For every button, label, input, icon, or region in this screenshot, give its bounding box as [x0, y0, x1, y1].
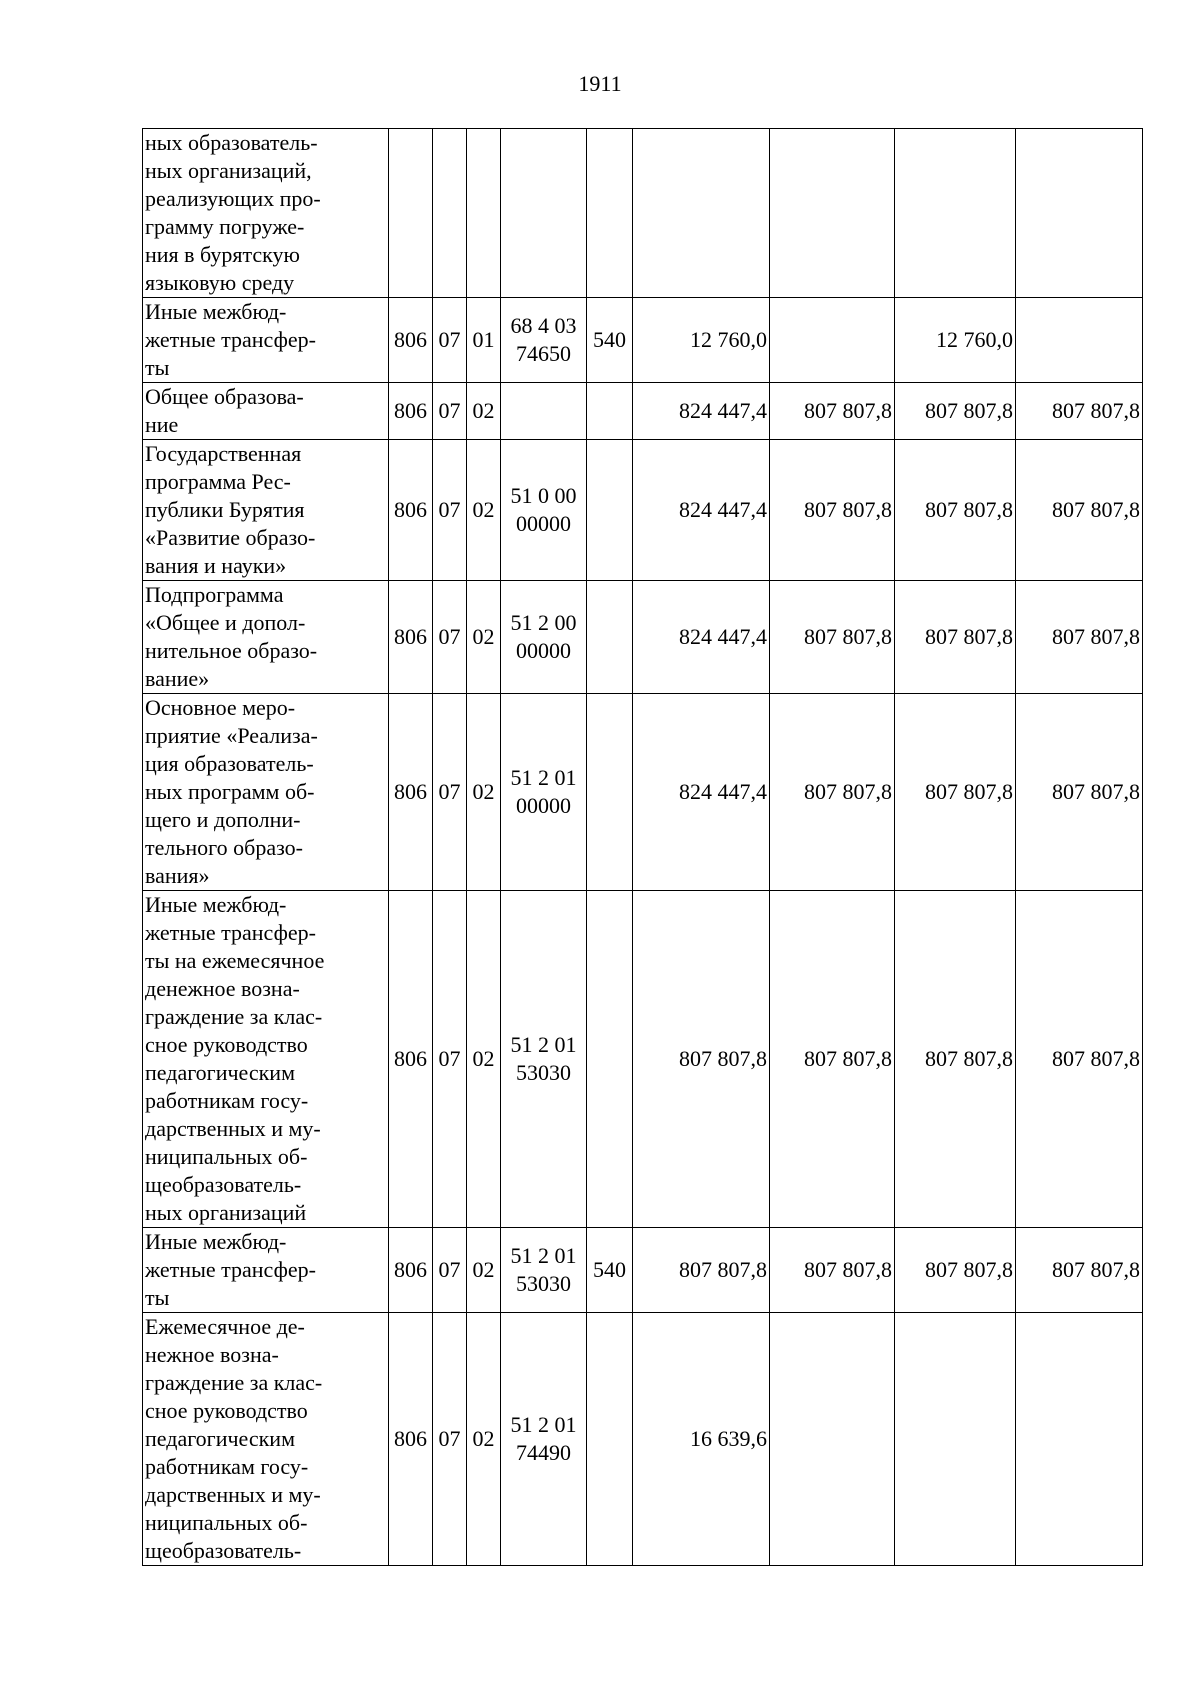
row-name-line: вание» — [145, 666, 210, 691]
subsection-code-cell — [467, 129, 501, 298]
row-name-line: Иные межбюд- — [145, 892, 287, 917]
section-code-cell: 07 — [433, 1313, 467, 1566]
target-article-cell — [501, 298, 587, 383]
target-article-line: 51 2 01 — [510, 1243, 577, 1268]
row-name-cell — [143, 129, 389, 298]
table-row — [143, 440, 1143, 581]
expense-type-cell — [587, 581, 633, 694]
amount-3-cell: 807 807,8 — [895, 440, 1016, 581]
row-name-line: реализующих про- — [145, 186, 321, 211]
amount-4-cell — [1016, 129, 1143, 298]
table-row — [143, 891, 1143, 1228]
target-article-cell — [501, 440, 587, 581]
amount-1-cell: 807 807,8 — [633, 1228, 770, 1313]
table-row — [143, 694, 1143, 891]
target-article-line: 68 4 03 — [510, 313, 577, 338]
row-name-line: Ежемесячное де- — [145, 1314, 305, 1339]
target-article-line: 51 2 01 — [510, 765, 577, 790]
row-name-line: дарственных и му- — [145, 1482, 321, 1507]
row-name-line: ниципальных об- — [145, 1510, 308, 1535]
expense-type-cell — [587, 1313, 633, 1566]
amount-3-cell: 807 807,8 — [895, 1228, 1016, 1313]
row-name-line: дарственных и му- — [145, 1116, 321, 1141]
ministry-code-cell: 806 — [389, 298, 433, 383]
subsection-code-cell: 02 — [467, 891, 501, 1228]
section-code-cell: 07 — [433, 891, 467, 1228]
section-code-cell: 07 — [433, 440, 467, 581]
row-name-line: ных организаций — [145, 1200, 307, 1225]
target-article-line: 00000 — [516, 511, 571, 536]
row-name-cell — [143, 891, 389, 1228]
row-name-line: тельного образо- — [145, 835, 303, 860]
amount-2-cell: 807 807,8 — [770, 383, 895, 440]
amount-2-cell: 807 807,8 — [770, 581, 895, 694]
amount-2-cell — [770, 129, 895, 298]
amount-2-cell: 807 807,8 — [770, 1228, 895, 1313]
row-name-line: ние — [145, 412, 179, 437]
row-name-line: вания» — [145, 863, 210, 888]
row-name-line: ты — [145, 1285, 170, 1310]
amount-3-cell: 807 807,8 — [895, 694, 1016, 891]
row-name-line: ных организаций, — [145, 158, 312, 183]
row-name-line: ных образователь- — [145, 130, 318, 155]
amount-4-cell — [1016, 298, 1143, 383]
table-row — [143, 298, 1143, 383]
row-name-cell — [143, 298, 389, 383]
amount-1-cell: 12 760,0 — [633, 298, 770, 383]
row-name-line: ты — [145, 355, 170, 380]
row-name-line: Иные межбюд- — [145, 1229, 287, 1254]
amount-3-cell: 12 760,0 — [895, 298, 1016, 383]
row-name-cell — [143, 1228, 389, 1313]
target-article-line: 53030 — [516, 1060, 571, 1085]
budget-table — [142, 128, 1143, 1566]
expense-type-cell — [587, 891, 633, 1228]
row-name-line: граждение за клас- — [145, 1004, 323, 1029]
table-row — [143, 1228, 1143, 1313]
table-row — [143, 1313, 1143, 1566]
amount-1-cell — [633, 129, 770, 298]
subsection-code-cell: 02 — [467, 1313, 501, 1566]
row-name-line: Иные межбюд- — [145, 299, 287, 324]
target-article-line: 00000 — [516, 638, 571, 663]
section-code-cell: 07 — [433, 383, 467, 440]
row-name-line: нительное образо- — [145, 638, 318, 663]
table-body — [143, 129, 1143, 1566]
amount-1-cell: 824 447,4 — [633, 581, 770, 694]
amount-1-cell: 824 447,4 — [633, 440, 770, 581]
target-article-line: 51 0 00 — [510, 483, 577, 508]
ministry-code-cell: 806 — [389, 891, 433, 1228]
ministry-code-cell — [389, 129, 433, 298]
row-name-line: работникам госу- — [145, 1088, 309, 1113]
ministry-code-cell: 806 — [389, 1313, 433, 1566]
target-article-line: 51 2 00 — [510, 610, 577, 635]
target-article-line: 74650 — [516, 341, 571, 366]
target-article-line: 51 2 01 — [510, 1032, 577, 1057]
ministry-code-cell: 806 — [389, 383, 433, 440]
amount-1-cell: 807 807,8 — [633, 891, 770, 1228]
row-name-cell — [143, 1313, 389, 1566]
amount-1-cell: 824 447,4 — [633, 694, 770, 891]
row-name-line: вания и науки» — [145, 553, 287, 578]
amount-2-cell: 807 807,8 — [770, 440, 895, 581]
ministry-code-cell: 806 — [389, 694, 433, 891]
amount-2-cell: 807 807,8 — [770, 694, 895, 891]
row-name-line: «Общее и допол- — [145, 610, 306, 635]
row-name-line: программа Рес- — [145, 469, 291, 494]
expense-type-cell: 540 — [587, 1228, 633, 1313]
subsection-code-cell: 02 — [467, 440, 501, 581]
row-name-line: ты на ежемесячное — [145, 948, 325, 973]
expense-type-cell — [587, 440, 633, 581]
subsection-code-cell: 01 — [467, 298, 501, 383]
amount-4-cell: 807 807,8 — [1016, 440, 1143, 581]
page-number: 1911 — [578, 71, 622, 96]
row-name-line: жетные трансфер- — [145, 920, 316, 945]
subsection-code-cell: 02 — [467, 694, 501, 891]
target-article-cell — [501, 383, 587, 440]
row-name-cell — [143, 581, 389, 694]
row-name-line: жетные трансфер- — [145, 327, 316, 352]
row-name-line: приятие «Реализа- — [145, 723, 318, 748]
subsection-code-cell: 02 — [467, 1228, 501, 1313]
target-article-cell — [501, 1313, 587, 1566]
section-code-cell: 07 — [433, 694, 467, 891]
ministry-code-cell: 806 — [389, 1228, 433, 1313]
amount-4-cell: 807 807,8 — [1016, 891, 1143, 1228]
target-article-cell — [501, 891, 587, 1228]
row-name-line: денежное возна- — [145, 976, 300, 1001]
table-row — [143, 383, 1143, 440]
row-name-line: «Развитие образо- — [145, 525, 316, 550]
subsection-code-cell: 02 — [467, 383, 501, 440]
expense-type-cell — [587, 694, 633, 891]
row-name-line: ция образователь- — [145, 751, 314, 776]
amount-4-cell: 807 807,8 — [1016, 694, 1143, 891]
target-article-line: 51 2 01 — [510, 1412, 577, 1437]
row-name-line: нежное возна- — [145, 1342, 279, 1367]
row-name-line: Подпрограмма — [145, 582, 284, 607]
ministry-code-cell: 806 — [389, 581, 433, 694]
row-name-line: ных программ об- — [145, 779, 315, 804]
row-name-line: Основное меро- — [145, 695, 296, 720]
row-name-cell — [143, 383, 389, 440]
table-row — [143, 129, 1143, 298]
subsection-code-cell: 02 — [467, 581, 501, 694]
row-name-line: педагогическим — [145, 1060, 296, 1085]
row-name-line: публики Бурятия — [145, 497, 305, 522]
amount-1-cell: 16 639,6 — [633, 1313, 770, 1566]
amount-2-cell — [770, 298, 895, 383]
target-article-line: 53030 — [516, 1271, 571, 1296]
target-article-line: 00000 — [516, 793, 571, 818]
amount-4-cell: 807 807,8 — [1016, 383, 1143, 440]
section-code-cell: 07 — [433, 1228, 467, 1313]
row-name-cell — [143, 694, 389, 891]
amount-4-cell — [1016, 1313, 1143, 1566]
section-code-cell: 07 — [433, 581, 467, 694]
amount-3-cell: 807 807,8 — [895, 383, 1016, 440]
row-name-line: ниципальных об- — [145, 1144, 308, 1169]
amount-1-cell: 824 447,4 — [633, 383, 770, 440]
amount-4-cell: 807 807,8 — [1016, 1228, 1143, 1313]
target-article-cell — [501, 1228, 587, 1313]
ministry-code-cell: 806 — [389, 440, 433, 581]
row-name-line: работникам госу- — [145, 1454, 309, 1479]
row-name-line: грамму погруже- — [145, 214, 305, 239]
amount-3-cell: 807 807,8 — [895, 581, 1016, 694]
table-row — [143, 581, 1143, 694]
amount-2-cell: 807 807,8 — [770, 891, 895, 1228]
row-name-line: сное руководство — [145, 1398, 308, 1423]
target-article-cell — [501, 129, 587, 298]
row-name-line: сное руководство — [145, 1032, 308, 1057]
expense-type-cell: 540 — [587, 298, 633, 383]
row-name-line: ния в бурятскую — [145, 242, 300, 267]
section-code-cell — [433, 129, 467, 298]
row-name-line: педагогическим — [145, 1426, 296, 1451]
row-name-line: щеобразователь- — [145, 1538, 302, 1563]
row-name-line: Государственная — [145, 441, 302, 466]
amount-2-cell — [770, 1313, 895, 1566]
expense-type-cell — [587, 383, 633, 440]
row-name-line: щего и дополни- — [145, 807, 301, 832]
target-article-line: 74490 — [516, 1440, 571, 1465]
row-name-cell — [143, 440, 389, 581]
expense-type-cell — [587, 129, 633, 298]
row-name-line: языковую среду — [145, 270, 295, 295]
target-article-cell — [501, 581, 587, 694]
row-name-line: жетные трансфер- — [145, 1257, 316, 1282]
amount-4-cell: 807 807,8 — [1016, 581, 1143, 694]
target-article-cell — [501, 694, 587, 891]
amount-3-cell — [895, 129, 1016, 298]
row-name-line: граждение за клас- — [145, 1370, 323, 1395]
amount-3-cell — [895, 1313, 1016, 1566]
row-name-line: Общее образова- — [145, 384, 304, 409]
amount-3-cell: 807 807,8 — [895, 891, 1016, 1228]
row-name-line: щеобразователь- — [145, 1172, 302, 1197]
section-code-cell: 07 — [433, 298, 467, 383]
